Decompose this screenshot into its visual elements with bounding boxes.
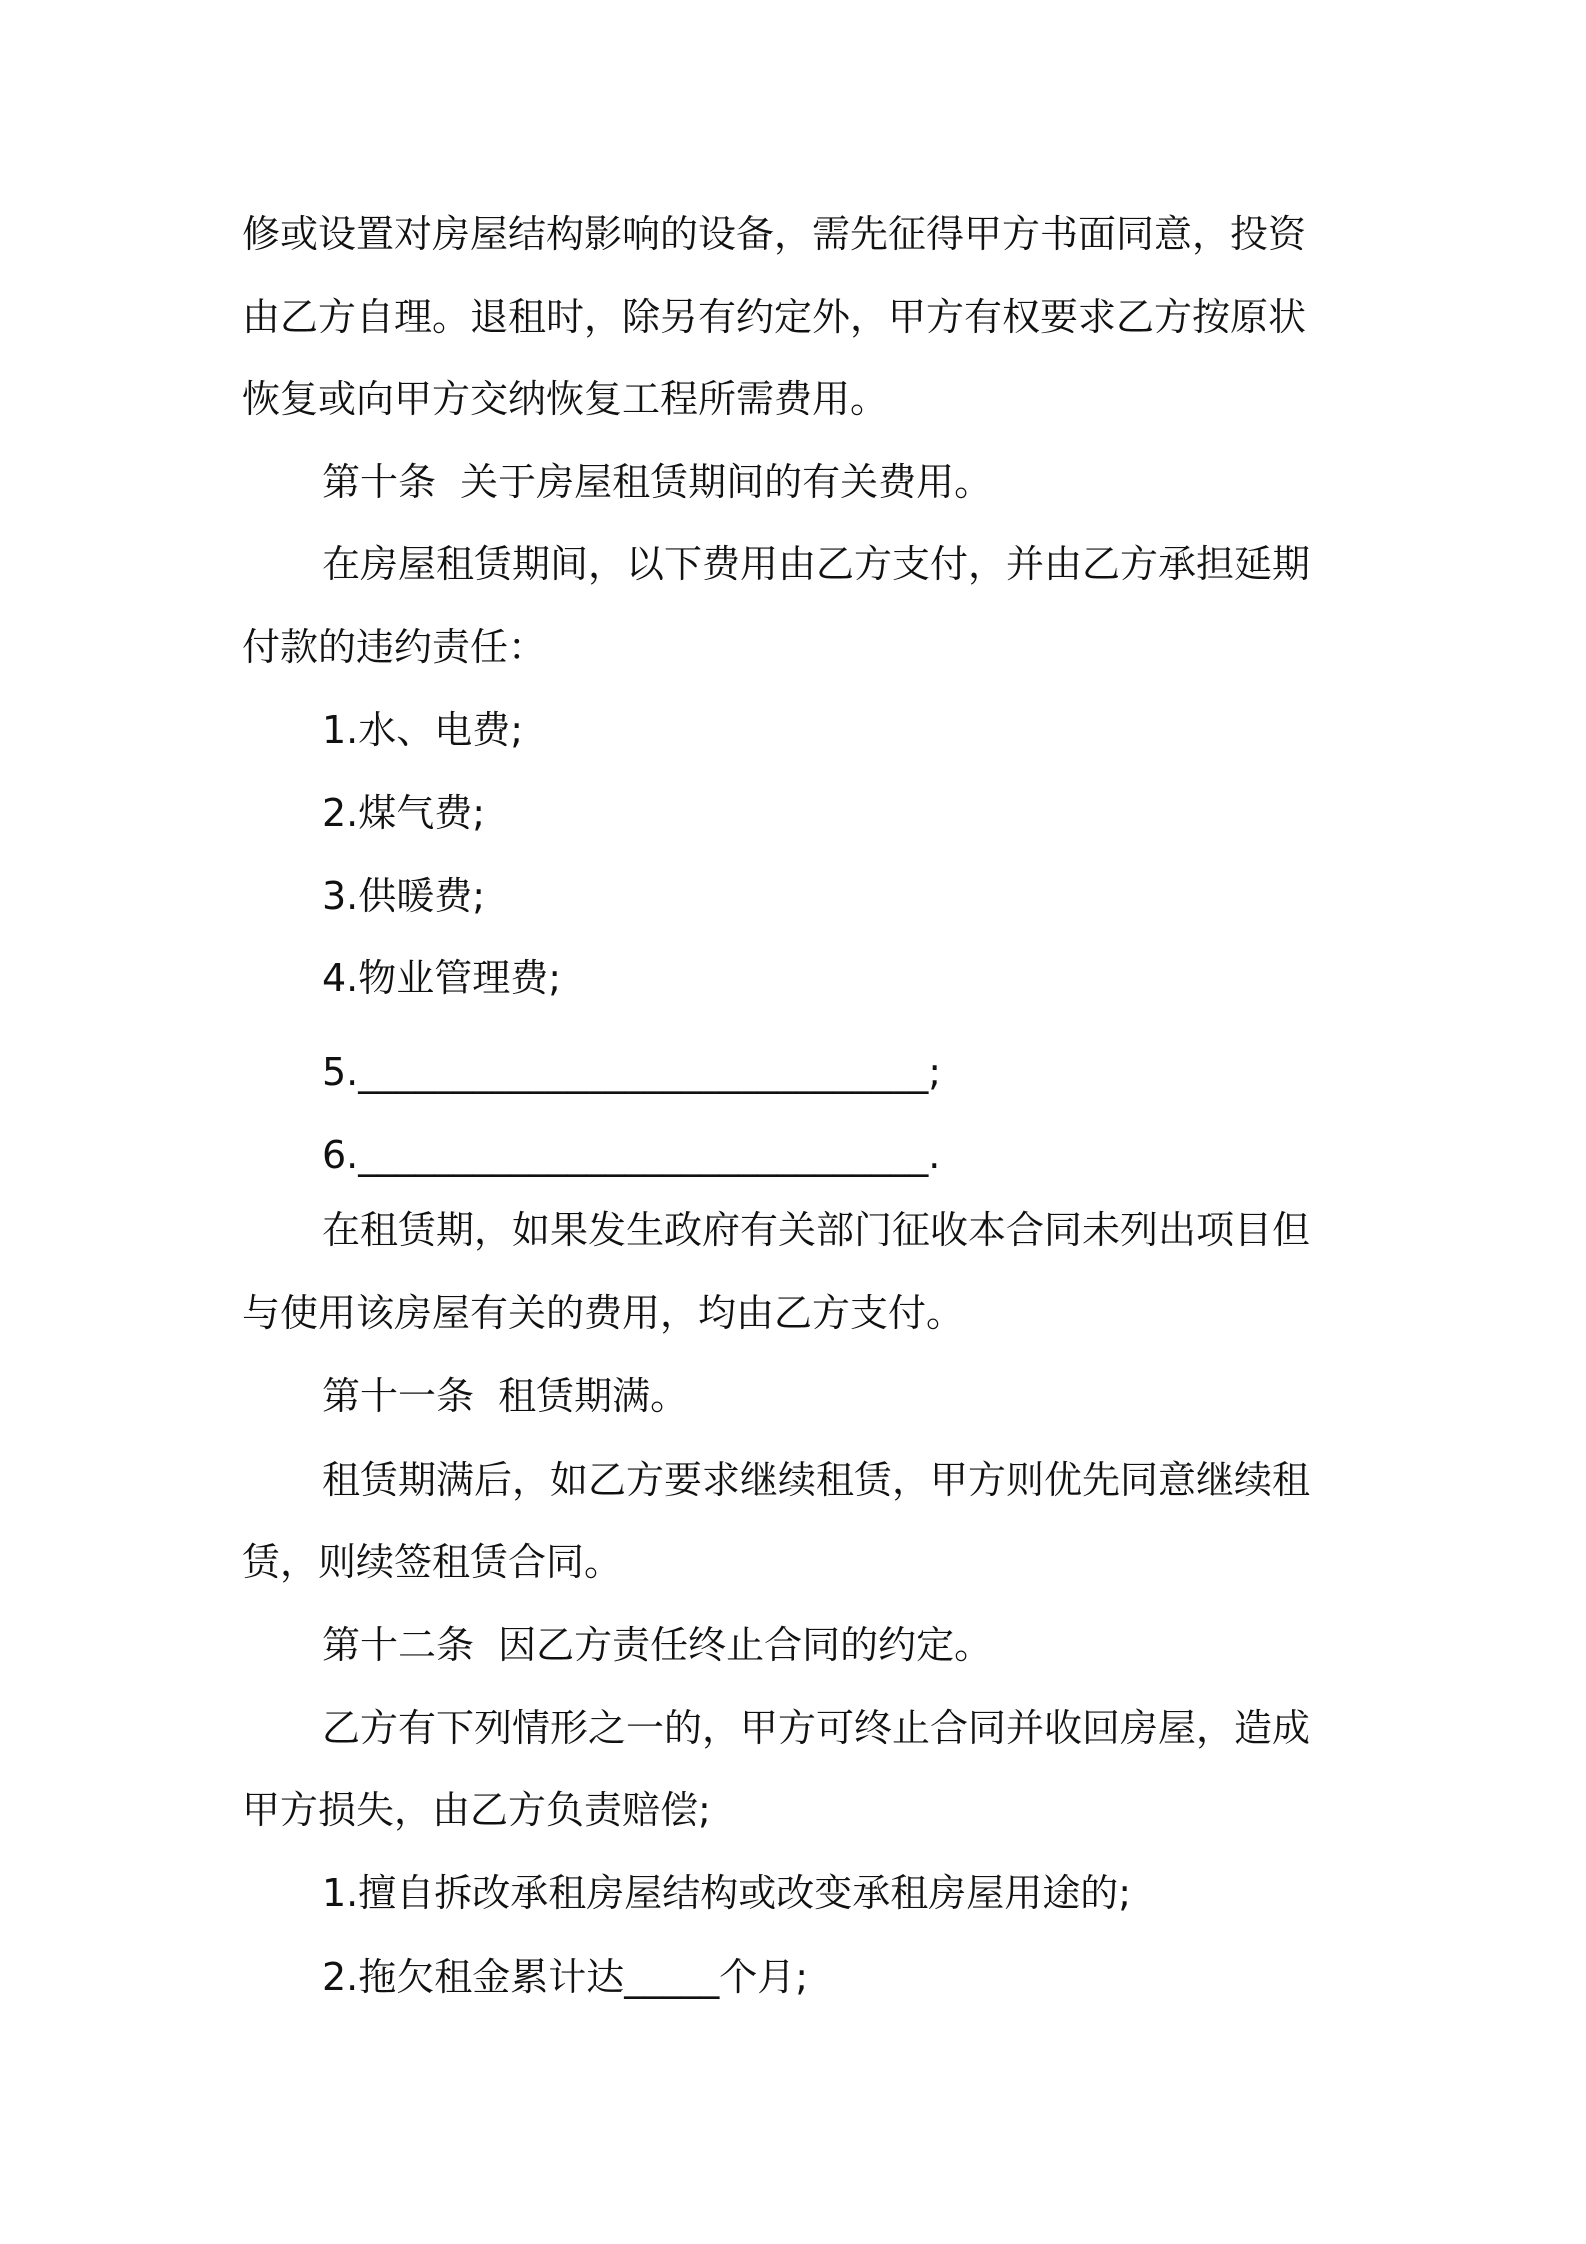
text-line: 在房屋租赁期间，以下费用由乙方支付，并由乙方承担延期	[322, 542, 1311, 586]
text-line: 赁，则续签租赁合同。	[242, 1540, 623, 1584]
text-line: 在租赁期，如果发生政府有关部门征收本合同未列出项目但	[322, 1208, 1311, 1252]
text-line: 甲方损失，由乙方负责赔偿;	[242, 1788, 711, 1832]
text-line: 乙方有下列情形之一的，甲方可终止合同并收回房屋，造成	[322, 1706, 1311, 1750]
list-item: 2.拖欠租金累计达_____个月;	[322, 1955, 809, 1999]
list-item: 5.______________________________;	[322, 1050, 942, 1094]
list-item: 6.______________________________.	[322, 1133, 941, 1177]
list-item: 1.擅自拆改承租房屋结构或改变承租房屋用途的;	[322, 1871, 1132, 1915]
article-heading: 第十一条 租赁期满。	[322, 1374, 689, 1418]
list-item: 4.物业管理费;	[322, 956, 562, 1000]
text-line: 付款的违约责任：	[242, 625, 547, 669]
article-heading: 第十二条 因乙方责任终止合同的约定。	[322, 1623, 993, 1667]
text-line: 修或设置对房屋结构影响的设备，需先征得甲方书面同意，投资	[242, 212, 1307, 256]
list-item: 2.煤气费;	[322, 791, 486, 835]
article-heading: 第十条 关于房屋租赁期间的有关费用。	[322, 460, 993, 504]
text-line: 由乙方自理。退租时，除另有约定外，甲方有权要求乙方按原状	[242, 295, 1307, 339]
text-line: 恢复或向甲方交纳恢复工程所需费用。	[242, 377, 889, 421]
list-item: 1.水、电费;	[322, 708, 524, 752]
text-line: 与使用该房屋有关的费用，均由乙方支付。	[242, 1291, 965, 1335]
list-item: 3.供暖费;	[322, 874, 486, 918]
text-line: 租赁期满后，如乙方要求继续租赁，甲方则优先同意继续租	[322, 1458, 1311, 1502]
